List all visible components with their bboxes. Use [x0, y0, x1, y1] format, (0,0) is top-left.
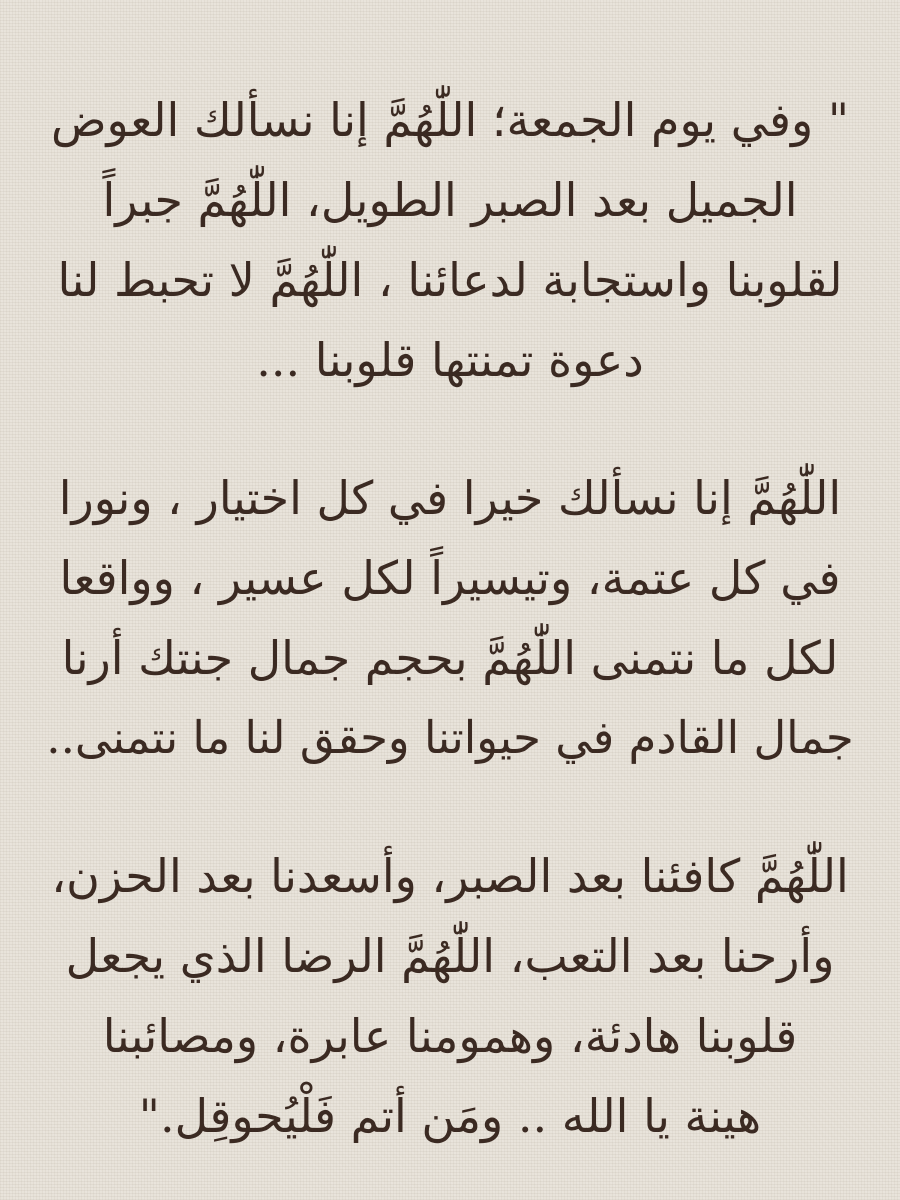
stanza-3	[44, 836, 856, 1156]
text-line: وأرحنا بعد التعب، اللّٰهُمَّ الرضا الذي يجعل	[65, 929, 835, 983]
text-line: الجميل بعد الصبر الطويل، اللّٰهُمَّ جبراً	[102, 173, 798, 227]
prayer-text	[44, 80, 856, 1156]
text-line: جمال القادم في حيواتنا وحقق لنا ما نتمنى..	[46, 711, 854, 764]
text-line: لقلوبنا واستجابة لدعائنا ، اللّٰهُمَّ لا تحبط لنا	[57, 253, 843, 307]
text-line: في كل عتمة، وتيسيراً لكل عسير ، وواقعا	[59, 551, 841, 605]
text-line: هينة يا الله .. ومَن أتم فَلْيُحوقِل."	[138, 1089, 762, 1143]
text-line: " وفي يوم الجمعة؛ اللّٰهُمَّ إنا نسألك العوض	[50, 93, 850, 147]
stanza-2	[44, 458, 856, 778]
text-line: دعوة تمنتها قلوبنا ...	[256, 333, 644, 387]
stanza-1	[44, 80, 856, 400]
text-line: اللّٰهُمَّ كافئنا بعد الصبر، وأسعدنا بعد الحزن،	[51, 849, 849, 903]
text-line: اللّٰهُمَّ إنا نسألك خيرا في كل اختيار ، ونورا	[58, 471, 842, 525]
text-line: قلوبنا هادئة، وهمومنا عابرة، ومصائبنا	[102, 1009, 798, 1063]
text-line: لكل ما نتمنى اللّٰهُمَّ بحجم جمال جنتك أرنا	[61, 631, 839, 685]
